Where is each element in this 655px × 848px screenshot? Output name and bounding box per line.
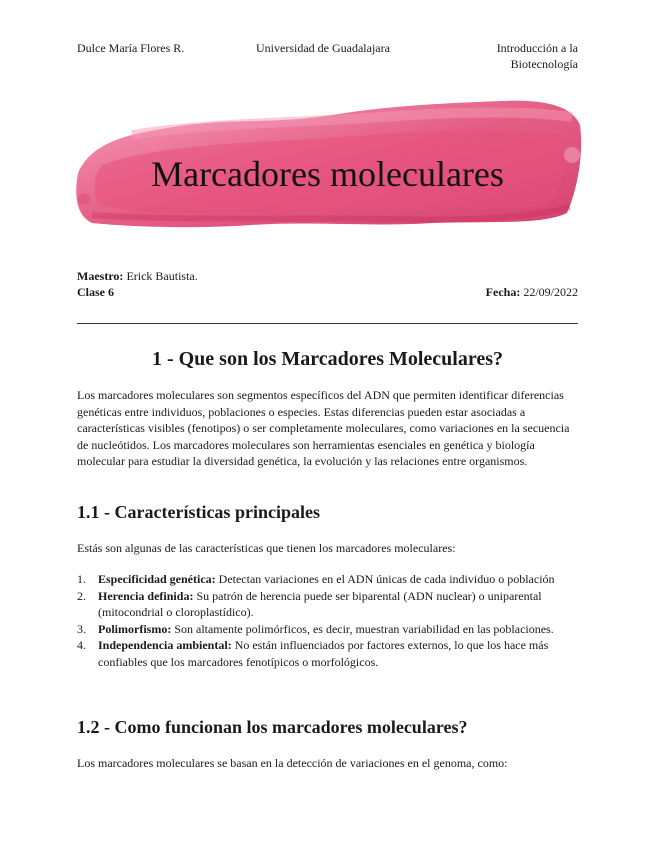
teacher-label: Maestro: [77,269,124,283]
section-1-2-paragraph: Los marcadores moleculares se basan en la detección de variaciones en el genoma, como: [77,756,508,770]
list-item: 2. Herencia definida: Su patrón de herencia puede ser biparental (ADN nuclear) o uniparental (mitocondrial o cloroplastídico). [77,588,542,619]
section-1-heading: 1 - Que son los Marcadores Moleculares? [151,348,504,370]
class-date-line [77,284,578,300]
header-course [497,40,578,72]
header-course-line1: Introducción a la [496,41,578,55]
section-1-1-heading: 1.1 - Características principales [77,502,320,522]
header-university: Universidad de Guadalajara [256,41,390,55]
date-value: 22/09/2022 [520,285,578,299]
list-item: 4. Independencia ambiental: No están influenciados por factores externos, lo que los hace más confiables que los marcadores fenotípicos o morfológicos. [77,638,549,669]
teacher-line [77,268,578,284]
header-author: Dulce María Flores R. [77,41,185,55]
header-course-line2: Biotecnología [510,57,578,71]
characteristics-list [77,571,578,670]
horizontal-divider [77,323,578,324]
list-item: 3. Polimorfismo: Son altamente polimórficos, es decir, muestran variabilidad en las poblaciones. [77,621,554,636]
section-1-paragraph: Los marcadores moleculares son segmentos específicos del ADN que permiten identificar diferencias genéticas entre individuos, poblaciones o especies. Estas diferencias pueden estar asociadas a características visibles (fenotipos) o ser completamente moleculares, como variaciones en la secuencia de nucleótidos. Los marcadores moleculares son herramientas esenciales en genética y biología molecular para estudiar la diversidad genética, la evolución y las relaciones entre organismos. [77,388,570,468]
date-field [486,284,578,300]
section-1-2-heading: 1.2 - Como funcionan los marcadores moleculares? [77,717,468,737]
list-item: 1. Especificidad genética: Detectan variaciones en el ADN únicas de cada individuo o población [77,572,555,586]
teacher-name: Erick Bautista. [123,269,198,283]
class-label: Clase 6 [77,285,114,299]
document-title: Marcadores moleculares [151,154,504,194]
date-label: Fecha: [485,285,521,299]
section-1-1-intro: Estás son algunas de las características que tienen los marcadores moleculares: [77,541,456,555]
